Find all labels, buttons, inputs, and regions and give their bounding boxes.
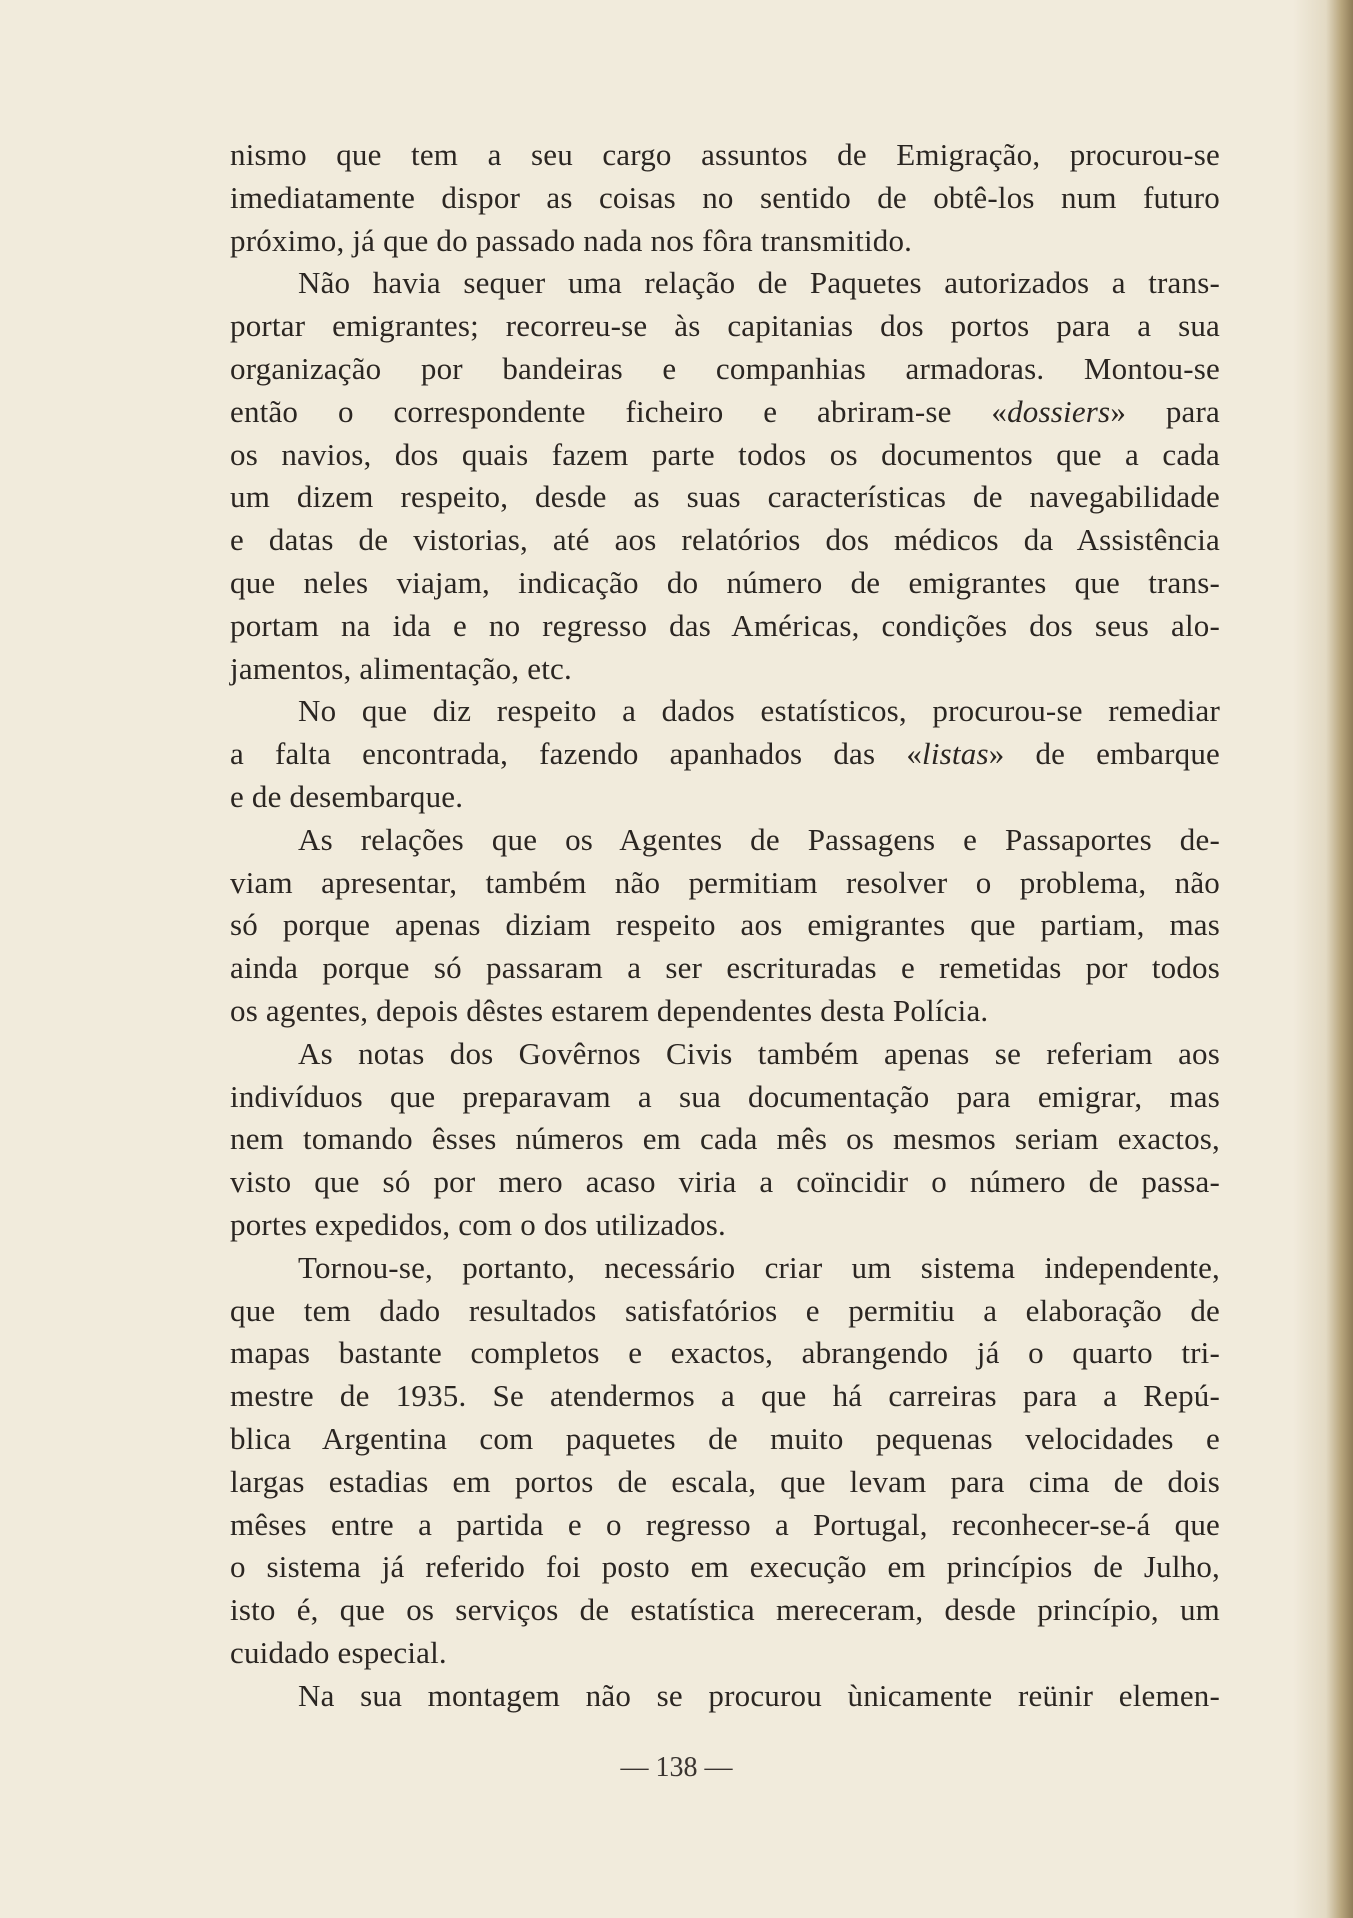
paragraph	[230, 1033, 1220, 1247]
text-line: nem tomando êsses números em cada mês os mesmos seriam exactos,	[230, 1121, 1220, 1157]
text-line: isto é, que os serviços de estatística mereceram, desde princípio, um	[230, 1592, 1220, 1628]
paragraph	[230, 690, 1220, 818]
paragraph	[230, 134, 1220, 262]
text-line: portar emigrantes; recorreu-se às capitanias dos portos para a sua	[230, 308, 1220, 344]
text-line: portam na ida e no regresso das Américas, condições dos seus alo-	[230, 607, 1220, 643]
italic-term: listas	[922, 736, 989, 772]
text-line: visto que só por mero acaso viria a coïncidir o número de passa-	[230, 1164, 1220, 1200]
text-line: o sistema já referido foi posto em execução em princípios de Julho,	[230, 1549, 1220, 1585]
text-line: mapas bastante completos e exactos, abrangendo já o quarto tri-	[230, 1335, 1220, 1371]
text-span: » de embarque	[988, 736, 1220, 772]
text-line: Tornou-se, portanto, necessário criar um sistema independente,	[298, 1249, 1220, 1285]
text-line: próximo, já que do passado nada nos fôra transmitido.	[230, 222, 913, 258]
text-line: os agentes, depois dêstes estarem dependentes desta Polícia.	[230, 992, 989, 1028]
text-span: então o correspondente ficheiro e abriram-se «	[230, 393, 1008, 429]
page-number: — 138 —	[620, 1752, 733, 1783]
text-line: As relações que os Agentes de Passagens e Passaportes de-	[298, 821, 1220, 857]
text-span: » para	[1110, 393, 1220, 429]
text-line: um dizem respeito, desde as suas características de navegabilidade	[230, 479, 1220, 515]
text-line: que tem dado resultados satisfatórios e permitiu a elaboração de	[230, 1292, 1220, 1328]
body-text	[230, 134, 1220, 1717]
text-line: só porque apenas diziam respeito aos emigrantes que partiam, mas	[230, 907, 1220, 943]
text-line: e datas de vistorias, até aos relatórios dos médicos da Assistência	[230, 522, 1220, 558]
text-line: e de desembarque.	[230, 778, 464, 814]
text-line: No que diz respeito a dados estatísticos, procurou-se remediar	[298, 693, 1220, 729]
paragraph	[230, 1247, 1220, 1675]
text-line: que neles viajam, indicação do número de emigrantes que trans-	[230, 564, 1220, 600]
text-line: As notas dos Govêrnos Civis também apenas se referiam aos	[298, 1035, 1220, 1071]
page-binding-shadow	[1293, 0, 1353, 1918]
text-line: indivíduos que preparavam a sua documentação para emigrar, mas	[230, 1078, 1220, 1114]
text-line: largas estadias em portos de escala, que levam para cima de dois	[230, 1463, 1220, 1499]
text-line: blica Argentina com paquetes de muito pequenas velocidades e	[230, 1420, 1220, 1456]
text-line: os navios, dos quais fazem parte todos os documentos que a cada	[230, 436, 1220, 472]
text-line: ainda porque só passaram a ser escrituradas e remetidas por todos	[230, 950, 1220, 986]
text-line: mestre de 1935. Se atendermos a que há carreiras para a Repú-	[230, 1378, 1220, 1414]
italic-term: dossiers	[1007, 393, 1111, 429]
paragraph	[230, 1675, 1220, 1718]
text-line: mêses entre a partida e o regresso a Portugal, reconhecer-se-á que	[230, 1506, 1220, 1542]
text-line: cuidado especial.	[230, 1634, 447, 1670]
paragraph	[230, 819, 1220, 1033]
text-line	[230, 391, 1220, 434]
text-line	[230, 733, 1220, 776]
text-line: jamentos, alimentação, etc.	[230, 650, 572, 686]
text-line: Na sua montagem não se procurou ùnicamente reünir elemen-	[298, 1677, 1220, 1713]
text-line: organização por bandeiras e companhias armadoras. Montou-se	[230, 350, 1220, 386]
text-line: Não havia sequer uma relação de Paquetes autorizados a trans-	[298, 265, 1220, 301]
text-line: viam apresentar, também não permitiam resolver o problema, não	[230, 864, 1220, 900]
paragraph	[230, 262, 1220, 690]
text-line: nismo que tem a seu cargo assuntos de Emigração, procurou-se	[230, 137, 1220, 172]
text-line: imediatamente dispor as coisas no sentido de obtê-los num futuro	[230, 179, 1220, 215]
text-line: portes expedidos, com o dos utilizados.	[230, 1206, 726, 1242]
text-span: a falta encontrada, fazendo apanhados das «	[230, 736, 923, 772]
